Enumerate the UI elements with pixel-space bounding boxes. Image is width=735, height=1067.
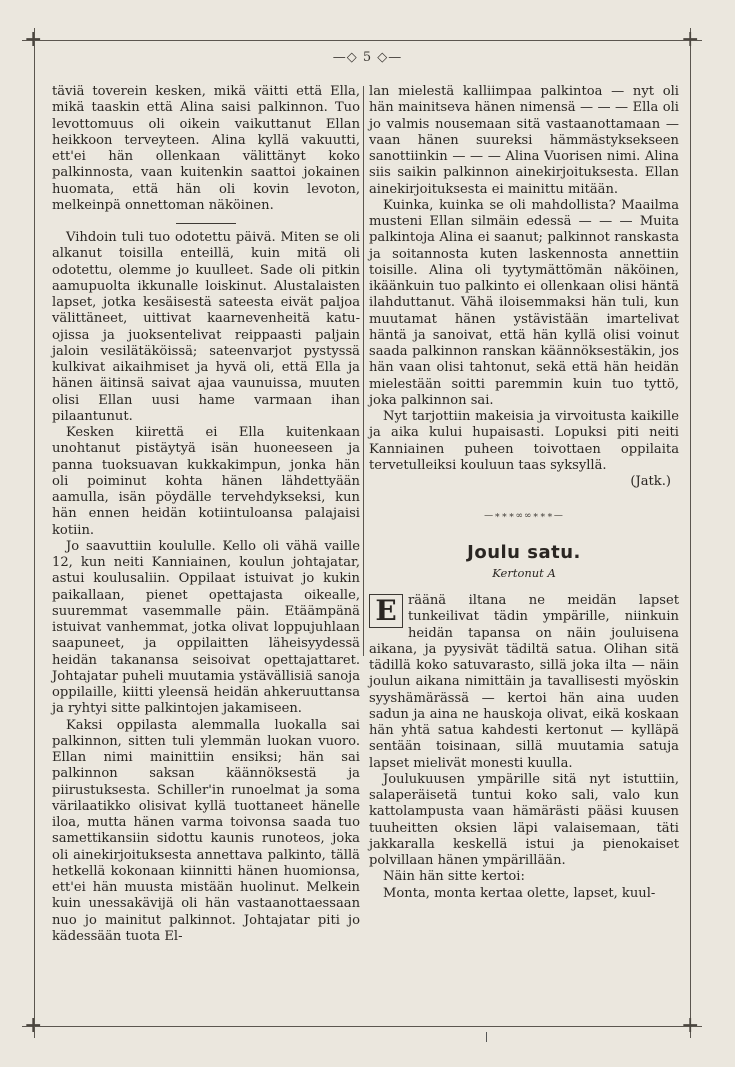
left-paragraph: Vihdoin tuli tuo odotettu päivä. Miten se oli alkanut toisilla enteillä, kuin mitä oli odotettu, olemme jo kuulleet. Sade oli pitkin aamupuolta ikkunalle loiskinut. Alustalaisten lapset, jotka kesäisestä sateesta eivät paljoa välittäneet, uittivat kaarnevenheitä katu-ojissa ja juoksentelivat reippaasti paljain jaloin vesilätäköissä; sateenvarjot pystyssä kulkivat aikaihmiset ja hyvä oli, että Ella ja hänen äitinsä saivat ajaa vaunuissa, muuten olisi Ellan uusi hame varmaan ihan pilaantunut.	[52, 230, 360, 424]
corner-crosshair-mark: +	[681, 27, 700, 52]
right-column	[369, 84, 679, 902]
section-divider-rule	[176, 223, 236, 224]
story-paragraph: Monta, monta kertaa olette, lapset, kuul-	[383, 885, 656, 901]
top-frame-rule	[22, 40, 702, 41]
right-paragraph: lan mielestä kalliimpaa palkintoa — nyt oli hän mainitseva hänen nimensä — — — Ella oli jo valmis nousemaan sitä vastaanottamaan — vaan hänen suureksi hämmästyksekseen sanottiinkin — — — Alina Vuorisen nimi. Alina siis saikin palkinnon ainekirjoituksesta. Ellan ainekirjoituksesta ei mainittu mitään.	[369, 84, 679, 197]
left-paragraph: Kesken kiirettä ei Ella kuitenkaan unohtanut pistäytyä isän huoneeseen ja panna tuoksuavan kukkakimpun, jonka hän oli poiminut kohta hänen lähdettyään aamulla, isän pöydälle tervehdykseksi, kun hän ennen heidän kotiintuloansa palajaisi kotiin.	[52, 425, 360, 538]
left-paragraph: Kaksi oppilasta alemmalla luokalla sai palkinnon, sitten tuli ylemmän luokan vuoro. Ellan nimi mainittiin ensiksi; hän sai palkinnon saksan käännöksestä ja piirustuksesta. Schiller'in runoelmat ja soma värilaatikko olisivat kyllä tuottaneet hänelle iloa, mutta hänen varma toivonsa saada tuo samettikansiin sidottu kaunis runoteos, joka oli ainekirjoituksesta annettava palkinto, tällä hetkellä kokonaan kiinnitti hänen huomionsa, ett'ei hän muusta mistään huolinut. Melkein kuin unessakävijä oli hän vastaanottaessaan nuo jo mainitut palkinnot. Johtajatar piti jo kädessään tuota El-	[52, 717, 360, 944]
right-paragraph: Kuinka, kuinka se oli mahdollista? Maailma musteni Ellan silmäin edessä — — — Muita palkintoja Alina ei saanut; palkinnot ranskasta ja soitannosta kuten laskennosta annettiin toisille. Alina oli tyytymättömän näköinen, ikäänkuin tuo palkinto ei ollenkaan olisi häntä ilahduttanut. Vähä iloisemmaksi hän tuli, kun muutamat hänen ystävistään imartelivat häntä ja sanoivat, että hän kyllä olisi voinut saada palkinnon ranskan käännöksestäkin, jos hän vaan olisi tahtonut, sekä että hän heidän mielestään soitti paremmin kuin tuo tyttö, joka palkinnon sai.	[369, 197, 679, 408]
continued-marker: (Jatk.)	[630, 474, 671, 489]
column-divider	[363, 86, 364, 656]
right-frame-rule	[690, 28, 691, 1038]
story-title: Joulu satu.	[467, 541, 581, 563]
story-paragraph: Joulukuusen ympärille sitä nyt istuttiin, salaperäisetä tuntui koko sali, valo kun kattolampusta vaan hämärästi pääsi kuusen tuuheitten oksien läpi valaisemaan, täti jakkaralla keskellä istui ja pienokaiset polvillaan hänen ympärillään.	[369, 771, 679, 868]
left-frame-rule	[34, 28, 35, 1038]
left-paragraph: täviä toverein kesken, mikä väitti että Ella, mikä taaskin että Alina saisi palkinnon. Tuo levottomuus oli oikein vaikuttanut Ellan heikkoon terveyteen. Alina kyllä vakuutti, ett'ei hän ollenkaan välittänyt koko palkinnosta, vaan kuitenkin saattoi jokainen huomata, että hän oli kovin levoton, melkeinpä onnettoman näköinen.	[52, 84, 360, 213]
story-body	[369, 593, 679, 902]
story-paragraph: räänä iltana ne meidän lapset tunkeilivat tädin ympärille, niinkuin heidän tapansa on näin jouluisena aikana, ja pyysivät tädiltä satua. Olihan sitä tädillä koko satuvarasto, sillä joka ilta — näin joulun aikana nimittäin ja tavallisesti myöskin syyshämärässä — kertoi hän aina uuden sadun ja aina ne hauskoja olivat, eikä koskaan hän yhtä satua kahdesti kertonut — kylläpä sentään toisinaan, sillä muutamia satuja lapset mielivät monesti kuulla.	[369, 593, 679, 771]
left-paragraph: Jo saavuttiin koululle. Kello oli vähä vaille 12, kun neiti Kanniainen, koulun johtajatar, astui koulusaliin. Oppilaat istuivat jo kukin paikallaan, pienet opettajasta oikealle, suuremmat vasemmalle päin. Etäämpänä istuivat vanhemmat, jotka olivat loppujuhlaan saapuneet, ja oppilaitten läheisyydessä heidän takanansa seisoivat opettajattaret. Johtajatar puheli muutamia ystävällisiä sanoja oppilaille, kiitti yleensä heidän ahkeruuttansa ja ryhtyi sitte palkintojen jakamiseen.	[52, 538, 360, 717]
page-number-header: —◇ 5 ◇—	[332, 50, 403, 65]
left-column	[52, 84, 360, 945]
corner-crosshair-mark: +	[24, 1013, 43, 1038]
bottom-frame-rule	[22, 1026, 702, 1027]
drop-cap-letter: E	[369, 594, 403, 628]
bottom-tick-mark	[486, 1032, 487, 1042]
corner-crosshair-mark: +	[681, 1013, 700, 1038]
story-paragraph: Näin hän sitte kertoi:	[383, 869, 525, 885]
section-ornament: —∗∗∗∞∞∗∗∗—	[484, 511, 564, 522]
story-byline: Kertonut A	[492, 565, 556, 580]
right-paragraph: Nyt tarjottiin makeisia ja virvoitusta kaikille ja aika kului hupaisasti. Lopuksi piti neiti Kanniainen puheen toivottaen oppilaita tervetulleiksi kouluun taas syksyllä.	[369, 409, 679, 473]
corner-crosshair-mark: +	[24, 27, 43, 52]
